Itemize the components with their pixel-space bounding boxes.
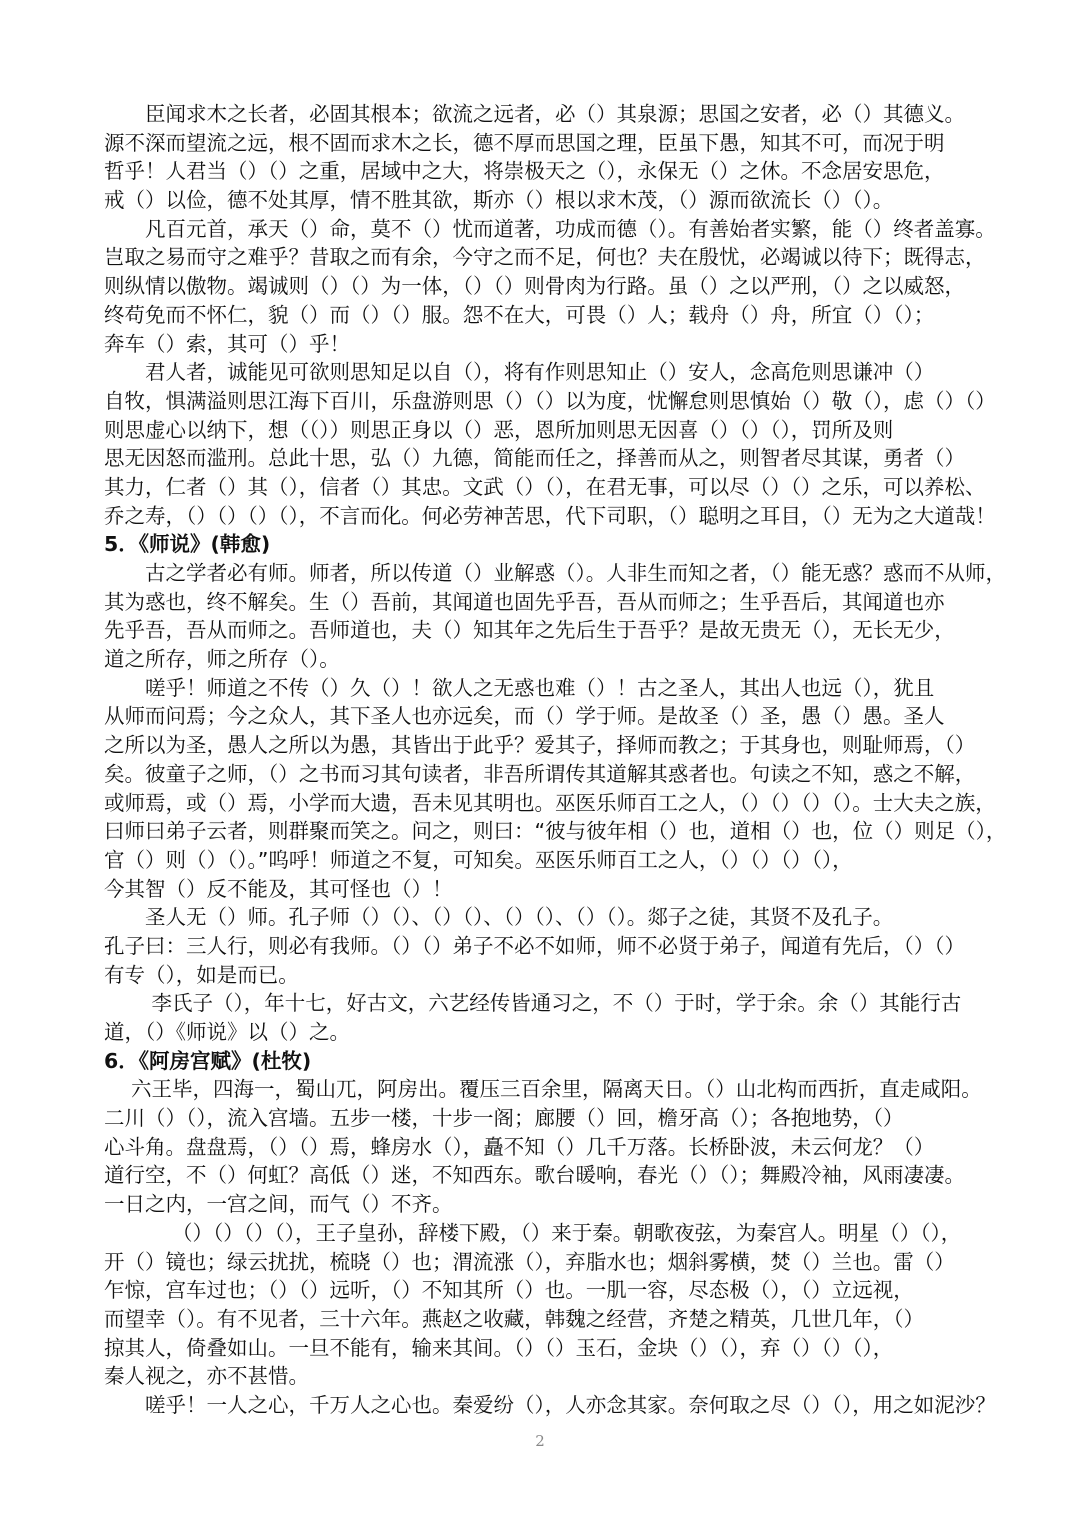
text-line: 秦人视之，亦不甚惜。 bbox=[104, 1364, 309, 1389]
section-heading: 6．《阿房宫赋》(杜牧) bbox=[104, 1048, 312, 1073]
text-line: 戒（）以俭，德不处其厚，情不胜其欲，斯亦（）根以求木茂，（）源而欲流长（）（）。 bbox=[104, 188, 894, 213]
text-line: （）（）（）（），王子皇孙，辞楼下殿，（）来于秦。朝歌夜弦，为秦宫人。明星（）（）， bbox=[104, 1220, 962, 1245]
text-line: 圣人无（）师。孔子师（）（）、（）（）、（）（）、（）（）。郯子之徒，其贤不及孔子。 bbox=[104, 905, 894, 930]
text-line: 思无因怒而滥刑。总此十思，弘（）九德，简能而任之，择善而从之，则智者尽其谋，勇者（） bbox=[104, 446, 965, 471]
text-line: 其为惑也，终不解矣。生（）吾前，其闻道也固先乎吾，吾从而师之；生乎吾后，其闻道也亦 bbox=[104, 589, 945, 614]
text-line: 凡百元首，承天（）命，莫不（）忧而道著，功成而德（）。有善始者实繁，能（）终者盖寡。 bbox=[104, 216, 996, 241]
text-line: 臣闻求木之长者，必固其根本；欲流之远者，必（）其泉源；思国之安者，必（）其德义。 bbox=[104, 102, 965, 126]
text-line: 乍惊，宫车过也；（）（）远听，（）不知其所（）也。一肌一容，尽态极（），（）立远视， bbox=[104, 1278, 914, 1303]
text-line: 曰师曰弟子云者，则群聚而笑之。问之，则曰：“彼与彼年相（）也，道相（）也，位（）则足（）， bbox=[104, 819, 1007, 844]
text-line: 矣。彼童子之师，（）之书而习其句读者，非吾所谓传其道解其惑者也。句读之不知，惑之不解， bbox=[104, 761, 976, 786]
text-line: 哲乎！人君当（）（）之重，居域中之大，将崇极天之（），永保无（）之休。不念居安思危， bbox=[104, 159, 945, 184]
text-line: 君人者，诚能见可欲则思知足以自（），将有作则思知止（）安人，念高危则思谦冲（） bbox=[104, 360, 935, 385]
section-heading: 5．《师说》(韩愈) bbox=[104, 532, 271, 557]
text-line: 而望幸（）。有不见者，三十六年。燕赵之收藏，韩魏之经营，齐楚之精英，几世几年，（） bbox=[104, 1306, 924, 1331]
text-line: 奔车（）索，其可（）乎！ bbox=[104, 331, 350, 356]
text-line: 源不深而望流之远，根不固而求木之长，德不厚而思国之理，臣虽下愚，知其不可，而况于明 bbox=[104, 130, 945, 155]
text-line: 嗟乎！一人之心，千万人之心也。秦爱纷（），人亦念其家。奈何取之尽（）（），用之如泥沙？ bbox=[104, 1392, 996, 1417]
text-line: 乔之寿，（）（）（）（），不言而化。何必劳神苦思，代下司职，（）聪明之耳目，（）无为之大道哉！ bbox=[104, 503, 996, 528]
page-number: 2 bbox=[535, 1432, 545, 1450]
text-line: 之所以为圣，愚人之所以为愚，其皆出于此乎？爱其子，择师而教之；于其身也，则耻师焉，（） bbox=[104, 733, 976, 758]
text-line: 嗟乎！师道之不传（）久（）！欲人之无惑也难（）！古之圣人，其出人也远（），犹且 bbox=[104, 675, 935, 700]
text-line: 掠其人，倚叠如山。一旦不能有，输来其间。（）（）玉石，金块（）（），弃（）（）（）， bbox=[104, 1335, 894, 1360]
text-line: 二川（）（），流入宫墙。五步一楼，十步一阁；廊腰（）回，檐牙高（）；各抱地势，（） bbox=[104, 1106, 904, 1131]
text-line: 或师焉，或（）焉，小学而大遗，吾未见其明也。巫医乐师百工之人，（）（）（）（）。士大夫之族， bbox=[104, 790, 996, 815]
text-line: 则纵情以傲物。竭诚则（）（）为一体，（）（）则骨肉为行路。虽（）之以严刑，（）之以威怒， bbox=[104, 274, 965, 299]
text-line: 自牧，惧满溢则思江海下百川，乐盘游则思（）（）以为度，忧懈怠则思慎始（）敬（），虑（）（） bbox=[104, 388, 996, 413]
text-line: 其力，仁者（）其（），信者（）其忠。文武（）（），在君无事，可以尽（）（）之乐，可以养松、 bbox=[104, 474, 986, 499]
text-line: 孔子曰：三人行，则必有我师。（）（）弟子不必不如师，师不必贤于弟子，闻道有先后，（）（） bbox=[104, 933, 965, 958]
text-line: 道行空，不（）何虹？高低（）迷，不知西东。歌台暖响，春光（）（）；舞殿冷袖，风雨凄凄。 bbox=[104, 1163, 965, 1188]
text-line: 官（）则（）（）。”呜呼！师道之不复，可知矣。巫医乐师百工之人，（）（）（）（）， bbox=[104, 847, 853, 872]
text-line: 今其智（）反不能及，其可怪也（）！ bbox=[104, 876, 453, 901]
text-line: 岂取之易而守之难乎？昔取之而有余，今守之而不足，何也？夫在殷忧，必竭诚以待下；既得志， bbox=[104, 245, 986, 270]
text-line: 终苟免而不怀仁，貌（）而（）（）服。怨不在大，可畏（）人；载舟（）舟，所宜（）（）； bbox=[104, 302, 935, 327]
text-line: 道之所存，师之所存（）。 bbox=[104, 647, 340, 672]
text-line: 六王毕，四海一，蜀山兀，阿房出。覆压三百余里，隔离天日。（）山北构而西折，直走咸阳。 bbox=[104, 1077, 982, 1102]
text-line: 先乎吾，吾从而师之。吾师道也，夫（）知其年之先后生于吾乎？是故无贵无（），无长无少， bbox=[104, 618, 955, 643]
text-line: 一日之内，一宫之间，而气（）不齐。 bbox=[104, 1192, 453, 1217]
text-line: 则思虚心以纳下，想（（））则思正身以（）恶，恩所加则思无因喜（）（）（），罚所及则 bbox=[104, 417, 894, 442]
text-line: 心斗角。盘盘焉，（）（）焉，蜂房水（），矗不知（）几千万落。长桥卧波，未云何龙？（） bbox=[104, 1134, 935, 1159]
text-line: 从师而问焉；今之众人，其下圣人也亦远矣，而（）学于师。是故圣（）圣，愚（）愚。圣人 bbox=[104, 704, 945, 729]
text-line: 古之学者必有师。师者，所以传道（）业解惑（）。人非生而知之者，（）能无惑？惑而不从师， bbox=[104, 561, 1006, 585]
document-body bbox=[104, 100, 1034, 1420]
text-line: 道，（）《师说》以（）之。 bbox=[104, 1020, 350, 1044]
text-line: 李氏子（），年十七，好古文，六艺经传皆通习之，不（）于时，学于余。余（）其能行古 bbox=[104, 991, 962, 1016]
text-line: 有专（），如是而已。 bbox=[104, 962, 299, 987]
text-line: 开（）镜也；绿云扰扰，梳晓（）也；渭流涨（），弃脂水也；烟斜雾横，焚（）兰也。雷（） bbox=[104, 1249, 955, 1274]
